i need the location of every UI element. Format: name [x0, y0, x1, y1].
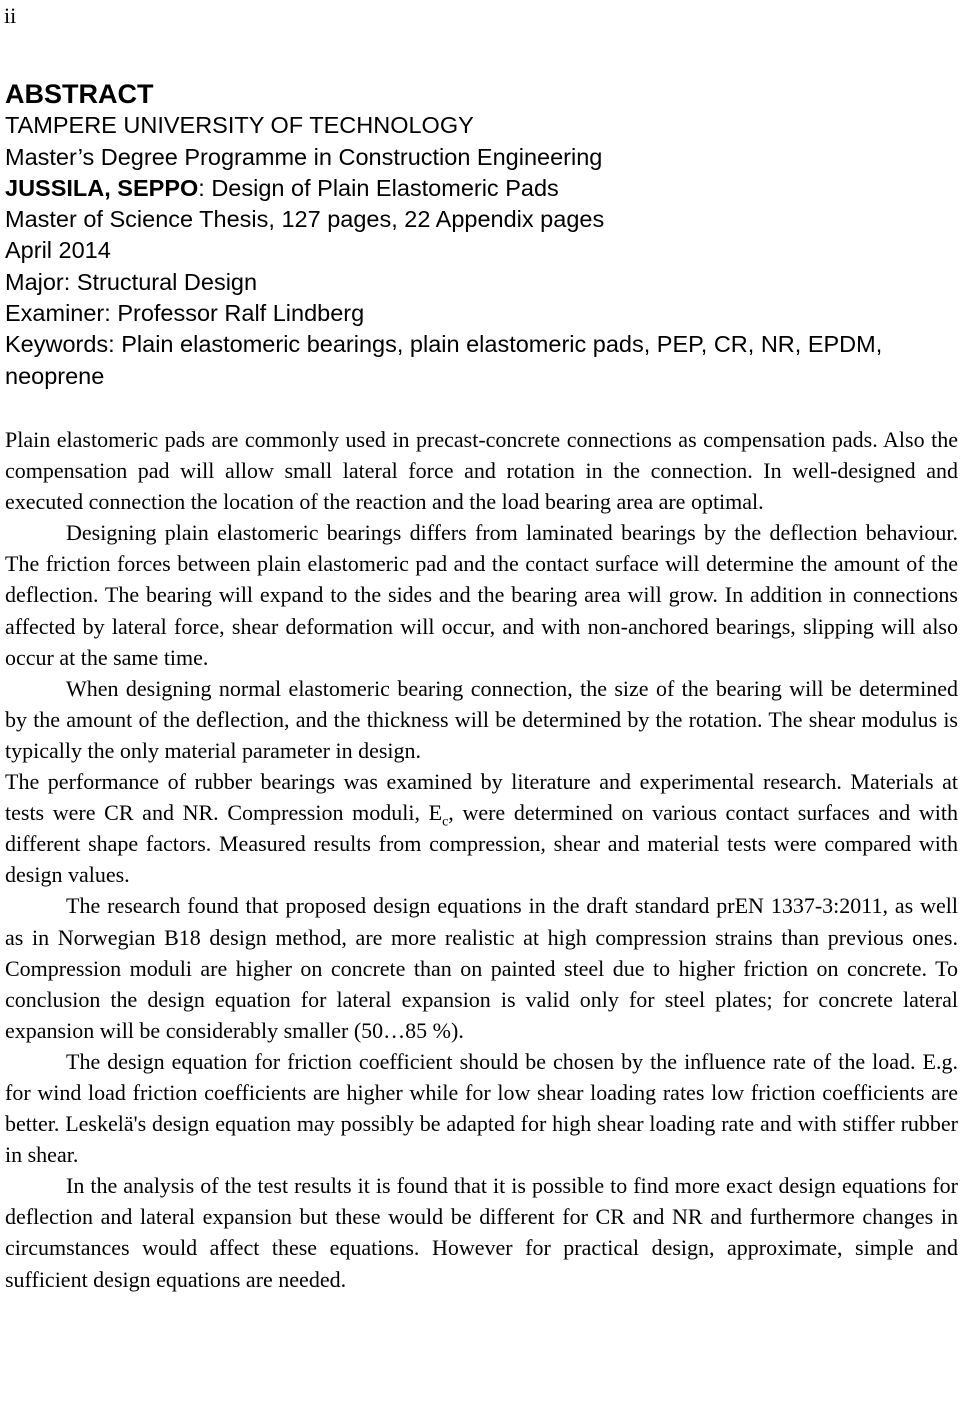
thesis-title-line	[5, 173, 955, 204]
paragraph-2: Designing plain elastomeric bearings differs from laminated bearings by the deflection behaviour. The friction forces between plain elastomeric pad and the contact surface will determine the amount of the deflection. The bearing will expand to the sides and the bearing area will grow. In addition in connections affected by lateral force, shear deformation will occur, and with non-anchored bearings, slipping will also occur at the same time.	[5, 520, 958, 670]
thesis-info: Master of Science Thesis, 127 pages, 22 Appendix pages	[5, 206, 605, 233]
paragraph-4-part-1: The performance of rubber bearings was examined by literature and experimental research. Materials at tests were CR and NR. Compression moduli, E	[5, 769, 958, 826]
compression-modulus-subscript: c	[442, 814, 449, 830]
paragraph-5: The research found that proposed design equations in the draft standard prEN 1337-3:2011, as well as in Norwegian B18 design method, are more realistic at high compression strains than previous ones. Compression moduli are higher on concrete than on painted steel due to higher friction on concrete. To conclusion the design equation for lateral expansion is valid only for steel plates; for concrete lateral expansion will be considerably smaller (50…85 %).	[5, 893, 958, 1043]
paragraph-1: Plain elastomeric pads are commonly used in precast-concrete connections as compensation pads. Also the compensation pad will allow small lateral force and rotation in the connection. In well-designed and executed connection the location of the reaction and the load bearing area are optimal.	[5, 427, 958, 515]
paragraph-7: In the analysis of the test results it is found that it is possible to find more exact design equations for deflection and lateral expansion but these would be different for CR and NR and furthermore changes in circumstances would affect these equations. However for practical design, approximate, simple and sufficient design equations are needed.	[5, 1173, 958, 1292]
abstract-heading: ABSTRACT	[5, 79, 154, 109]
thesis-date: April 2014	[5, 237, 111, 264]
university-name: TAMPERE UNIVERSITY OF TECHNOLOGY	[5, 112, 474, 139]
paragraph-3: When designing normal elastomeric bearing connection, the size of the bearing will be determined by the amount of the deflection, and the thickness will be determined by the rotation. The shear modulus is typically the only material parameter in design.	[5, 675, 958, 763]
thesis-examiner: Examiner: Professor Ralf Lindberg	[5, 300, 365, 327]
abstract-body	[5, 424, 958, 1295]
thesis-keywords: Keywords: Plain elastomeric bearings, plain elastomeric pads, PEP, CR, NR, EPDM, neoprene	[5, 331, 883, 389]
thesis-major: Major: Structural Design	[5, 268, 258, 295]
thesis-title: : Design of Plain Elastomeric Pads	[198, 174, 559, 201]
paragraph-4	[5, 766, 958, 890]
paragraph-4-part-2: , were determined on various contact surfaces and with different shape factors. Measured results from compression, shear and material tests were compared with design values.	[5, 800, 959, 888]
paragraph-6: The design equation for friction coefficient should be chosen by the influence rate of the load. E.g. for wind load friction coefficients are higher while for low shear loading rates low friction coefficients are better. Leskelä's design equation may possibly be adapted for high shear loading rate and with stiffer rubber in shear.	[5, 1048, 958, 1168]
degree-programme: Master’s Degree Programme in Construction Engineering	[5, 143, 603, 170]
abstract-header	[5, 79, 955, 392]
page-number: ii	[4, 3, 17, 28]
author-name: JUSSILA, SEPPO	[5, 174, 199, 201]
